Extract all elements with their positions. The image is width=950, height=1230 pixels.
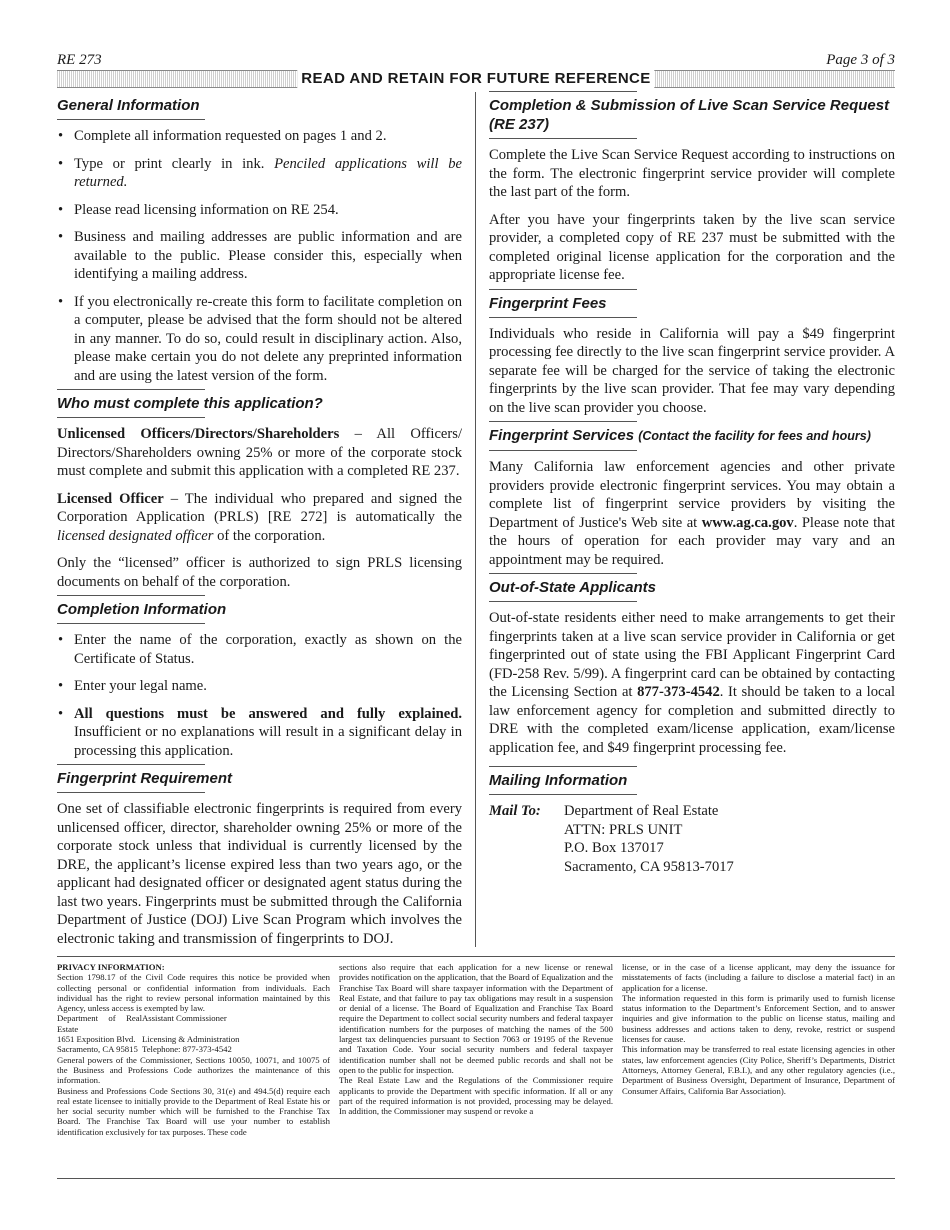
footer-rule-bottom (57, 1178, 895, 1179)
list-item: • Please read licensing information on RE 254. (57, 201, 462, 220)
fingerprint-fees-heading: Fingerprint Fees (489, 294, 895, 318)
fingerprint-requirement-heading: Fingerprint Requirement (57, 769, 462, 793)
who-must-complete-heading: Who must complete this application? (57, 394, 462, 418)
form-id: RE 273 (57, 52, 102, 68)
privacy-title: PRIVACY INFORMATION: (57, 962, 165, 972)
fingerprint-fees-text: Individuals who reside in California will pay a $49 fingerprint processing fee directly to the live scan fingerprint service provider. A separate fee will be charged for the service of taking the electronic fingerprints by the live scan provider. That fee may vary depending on the live scan provider you choose. (489, 325, 895, 416)
column-divider (475, 92, 476, 947)
out-of-state-heading: Out-of-State Applicants (489, 578, 895, 602)
live-scan-text-2: After you have your fingerprints taken by the live scan service provider, a completed copy of RE 237 must be submitted with the completed original license application for the corporation and the appropriate license fee. (489, 211, 895, 283)
licensed-officer-text: Licensed Officer – The individual who prepared and signed the Corporation Application (PRLS) [RE 272] is automatically the licensed designated officer of the corporation. (57, 490, 462, 544)
list-item: • Complete all information requested on pages 1 and 2. (57, 127, 462, 146)
footer-rule-top (57, 956, 895, 957)
general-info-heading: General Information (57, 96, 462, 120)
list-item: • Enter your legal name. (57, 677, 462, 696)
banner-text: READ AND RETAIN FOR FUTURE REFERENCE (297, 70, 654, 88)
live-scan-text-1: Complete the Live Scan Service Request according to instructions on the form. The electronic fingerprint service provider will complete the last part of the form. (489, 147, 895, 200)
fingerprint-services-text: Many California law enforcement agencies and other private providers provide electronic fingerprint services. You may obtain a complete list of fingerprint service providers by visiting the Department of Justice's Web site at www.ag.ca.gov. Please note that the hours of operation for each provider may vary and an appointment may be required. (489, 459, 896, 568)
list-item: • Type or print clearly in ink. Penciled applications will be returned. (57, 155, 462, 192)
fingerprint-services-heading: Fingerprint Services (Contact the facility for fees and hours) (489, 426, 895, 451)
completion-info-list (57, 631, 462, 760)
mailing-address (489, 802, 895, 876)
licensed-only-text: Only the “licensed” officer is authorized to sign PRLS licensing documents on behalf of the corporation. (57, 555, 462, 590)
privacy-column-3: license, or in the case of a license applicant, may deny the issuance for misstatements of facts (including a failure to disclose a material fact) in an application for a license. The information requested in this form is primarily used to furnish license status information to the Department’s Enforcement Section, and to answer inquiries and give information to the public on license status, mailing and business addresses and actions taken to deny, revoke, restrict or suspend licenses for cause. This information may be transferred to real estate licensing agencies in other states, law enforcement agencies (City Police, Sheriff’s Departments, District Attorneys, Attorney General, F.B.I.), and any other regulatory agencies (i.e., Department of Business Oversight, Department of Insurance, Department of Consumer Affairs, California Bar Association). (622, 962, 895, 1096)
doj-link[interactable]: www.ag.ca.gov (701, 514, 794, 531)
completion-info-heading: Completion Information (57, 600, 462, 624)
left-column (57, 96, 462, 957)
fingerprint-requirement-text: One set of classifiable electronic fingerprints is required from every unlicensed officer, director, shareholder owning 25% or more of the corporate stock unless that individual is currently licensed by the DRE, the applicant’s license expired less than two years ago, or the applicant had designated officer or designated agent status during the last two years. Fingerprints must be submitted through the California Department of Justice (DOJ) Live Scan Program which involves the electronic taking and transmission of fingerprints to DOJ. (57, 801, 462, 947)
list-item: • If you electronically re-create this form to facilitate completion on a computer, please be advised that the form should not be altered in any manner. To do so, could result in disciplinary action. Also, please make certain you do not delete any preprinted information and are using the latest version of the form. (57, 293, 462, 386)
live-scan-heading: Completion & Submission of Live Scan Service Request (RE 237) (489, 96, 895, 139)
list-item: • All questions must be answered and fully explained. Insufficient or no explanations will result in a significant delay in processing this application. (57, 705, 462, 761)
right-column (489, 96, 895, 876)
page-number: Page 3 of 3 (826, 52, 895, 68)
unlicensed-officers-text: Unlicensed Officers/Directors/Shareholders – All Officers/ Directors/Shareholders owning 25% or more of the corporate stock must complete and submit this application with a completed RE 237. (57, 426, 462, 479)
general-info-list (57, 127, 462, 385)
out-of-state-text: Out-of-state residents either need to make arrangements to get their fingerprints taken at a live scan service provider in California or get fingerprinted out of state using the FBI Applicant Fingerprint Card (FD-258 Rev. 5/99). A fingerprint card can be obtained by contacting the Licensing Section at 877-373-4542. It should be taken to a local law enforcement agency for completion and submitted directly to DRE with the completed exam/license application, exam/license application fee, and $49 fingerprint processing fee. (489, 610, 896, 756)
mailing-info-heading: Mailing Information (489, 771, 895, 795)
list-item: • Enter the name of the corporation, exactly as shown on the Certificate of Status. (57, 631, 462, 668)
banner (57, 70, 895, 88)
mail-to-label: Mail To: (489, 803, 541, 819)
privacy-column-1: PRIVACY INFORMATION: Section 1798.17 of the Civil Code requires this notice be provided when collecting personal or confidential information from individuals. Each individual has the right to review personal information maintained by this Agency, unless access is exempted by law. Department of Real Estate Assistant Commissioner 1651 Exposition Blvd. Licensing & Administration Sacramento, CA 95815 Telephone: 877-373-4542 General powers of the Commissioner, Sections 10050, 10071, and 10075 of the Business and Professions Code authorizes the maintenance of this information. Business and Professions Code Sections 30, 31(e) and 494.5(d) require each real estate licensee to initially provide to the Department of Real Estate his or her social security number which will be furnished to the Franchise Tax Board. The Franchise Tax Board will use your number to establish identification exclusively for tax purposes. These code (57, 962, 330, 1137)
mail-lines: Department of Real Estate ATTN: PRLS UNIT P.O. Box 137017 Sacramento, CA 95813-7017 (564, 803, 734, 875)
list-item: • Business and mailing addresses are public information and are available to the public. Please consider this, especially when identifying a mailing address. (57, 228, 462, 284)
privacy-column-2: sections also require that each application for a new license or renewal provides notification on the application, that the Board of Equalization and the Franchise Tax Board will share taxpayer information with the Department of Real Estate, and that failure to pay tax obligations may result in a suspension or denial of a license. The Board of Equalization and Franchise Tax Board require the Department to collect social security numbers and federal taxpayer identification numbers for the purposes of matching the names of the 500 largest tax delinquencies pursuant to Section 7063 or 19195 of the Revenue and Taxation Code. Your social security numbers and federal taxpayer identification number shall not be deemed public records and shall not be open to the public for inspection. The Real Estate Law and the Regulations of the Commissioner require applicants to provide the Department with specific information. If all or any part of the required information is not provided, processing may be delayed. In addition, the Commissioner may suspend or revoke a (339, 962, 613, 1117)
